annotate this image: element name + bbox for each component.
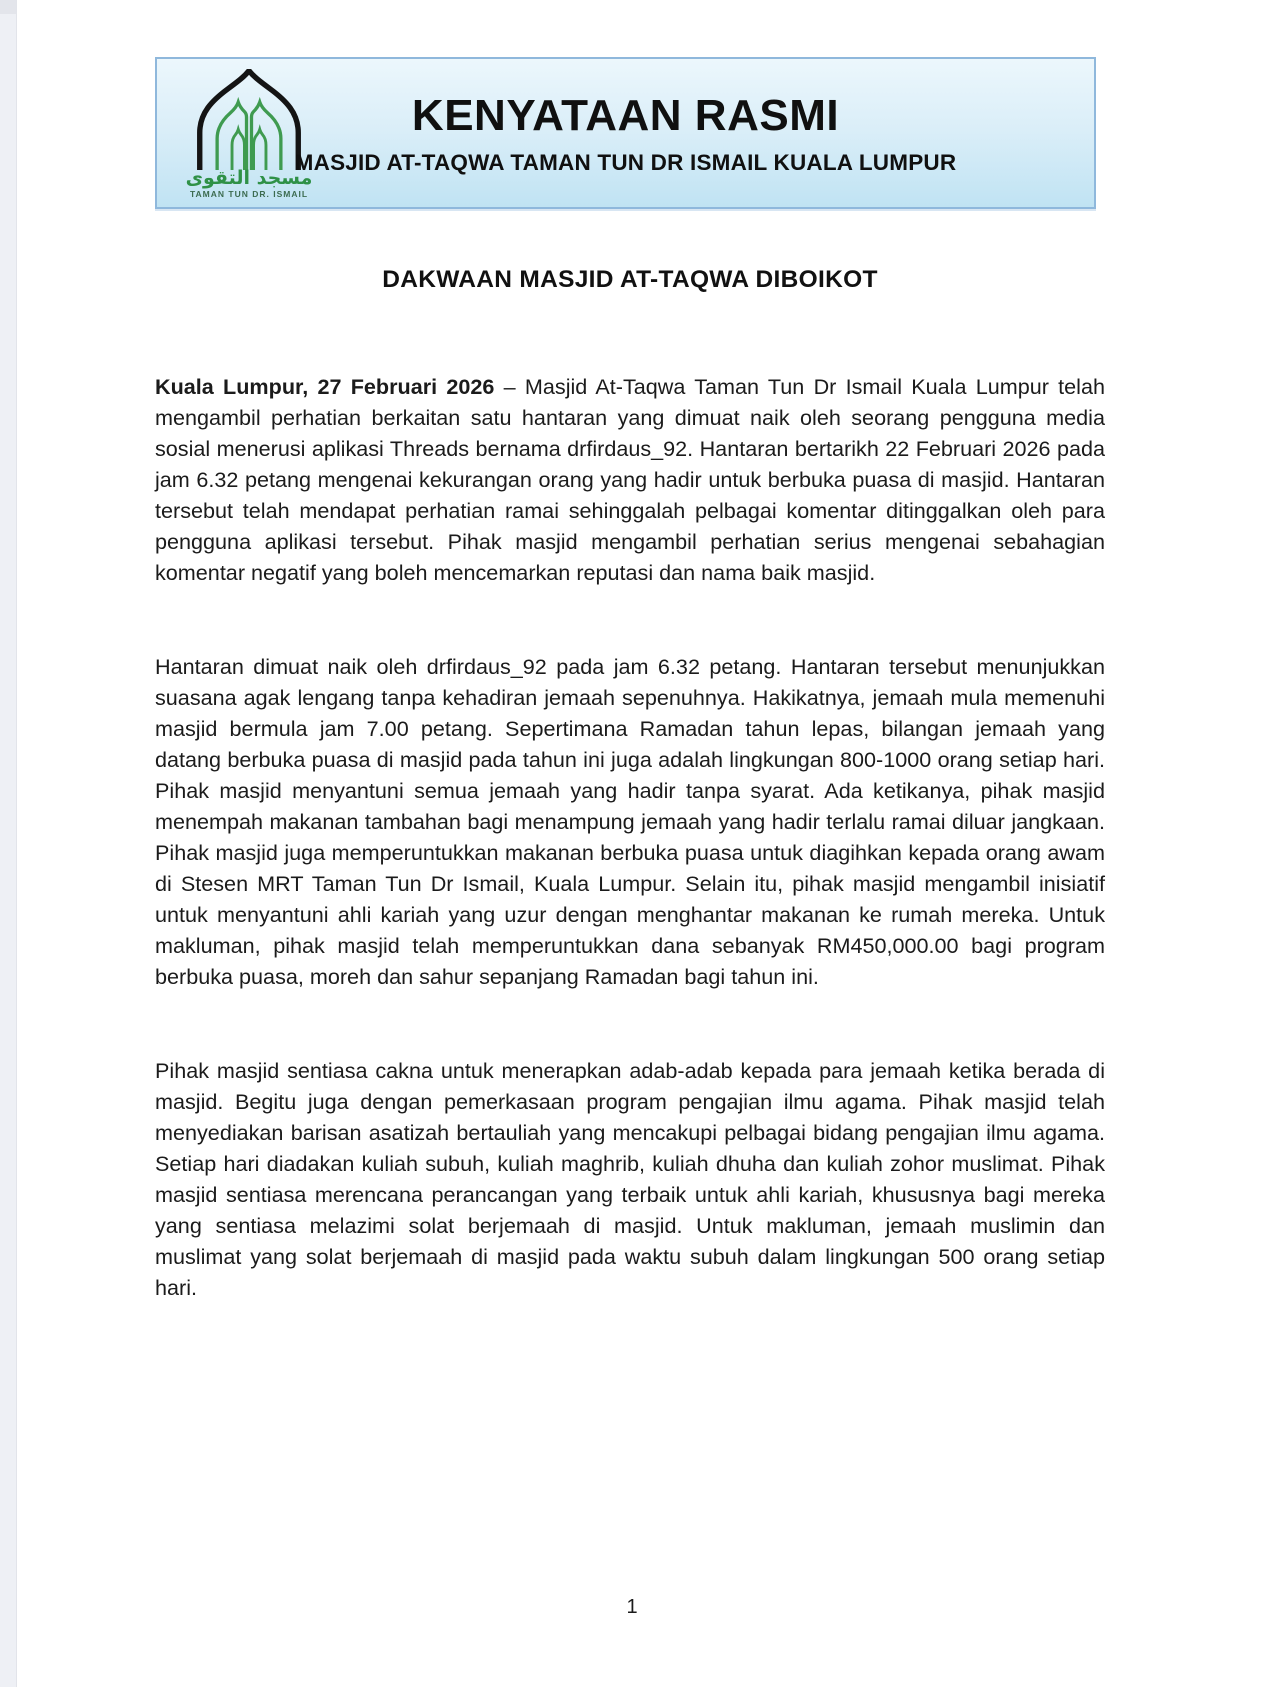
app-background-strip xyxy=(0,0,17,1687)
document-title: DAKWAAN MASJID AT-TAQWA DIBOIKOT xyxy=(382,266,878,293)
letterhead-subtitle: MASJID AT-TAQWA TAMAN TUN DR ISMAIL KUALA LUMPUR xyxy=(294,150,957,175)
document-body xyxy=(155,371,1105,1303)
app-background-strip-cap xyxy=(0,0,16,14)
page-number: 1 xyxy=(626,1596,638,1618)
paragraph-2 xyxy=(155,651,1105,992)
paragraph-2-text: Hantaran dimuat naik oleh drfirdaus_92 pada jam 6.32 petang. Hantaran tersebut menunjukkan suasana agak lengang tanpa kehadiran jemaah sepenuhnya. Hakikatnya, jemaah mula memenuhi masjid bermula jam 7.00 petang. Sepertimana Ramadan tahun lepas, bilangan jemaah yang datang berbuka puasa di masjid pada tahun ini juga adalah lingkungan 800-1000 orang setiap hari. Pihak masjid menyantuni semua jemaah yang hadir tanpa syarat. Ada ketikanya, pihak masjid menempah makanan tambahan bagi menampung jemaah yang hadir terlalu ramai diluar jangkaan. Pihak masjid juga memperuntukkan makanan berbuka puasa untuk diagihkan kepada orang awam di Stesen MRT Taman Tun Dr Ismail, Kuala Lumpur. Selain itu, pihak masjid mengambil inisiatif untuk menyantuni ahli kariah yang uzur dengan menghantar makanan ke rumah mereka. Untuk makluman, pihak masjid telah memperuntukkan dana sebanyak RM450,000.00 bagi program berbuka puasa, moreh dan sahur sepanjang Ramadan bagi tahun ini. xyxy=(155,654,1105,989)
paragraph-3 xyxy=(155,1055,1105,1303)
paragraph-1-text: – Masjid At-Taqwa Taman Tun Dr Ismail Kuala Lumpur telah mengambil perhatian berkaitan satu hantaran yang dimuat naik oleh seorang pengguna media sosial menerusi aplikasi Threads bernama drfirdaus_92. Hantaran bertarikh 22 Februari 2026 pada jam 6.32 petang mengenai kekurangan orang yang hadir untuk berbuka puasa di masjid. Hantaran tersebut telah mendapat perhatian ramai sehinggalah pelbagai komentar ditinggalkan oleh para pengguna aplikasi tersebut. Pihak masjid mengambil perhatian serius mengenai sebahagian komentar negatif yang boleh mencemarkan reputasi dan nama baik masjid. xyxy=(155,374,1105,585)
paragraph-1-dateline: Kuala Lumpur, 27 Februari 2026 xyxy=(155,374,495,399)
logo-caption: TAMAN TUN DR. ISMAIL xyxy=(189,189,309,199)
paragraph-1 xyxy=(155,371,1105,588)
logo-arabic-text: مسجد التقوى xyxy=(185,167,313,189)
letterhead xyxy=(155,57,1096,209)
paragraph-3-text: Pihak masjid sentiasa cakna untuk menerapkan adab-adab kepada para jemaah ketika berada di masjid. Begitu juga dengan pemerkasaan program pengajian ilmu agama. Pihak masjid telah menyediakan barisan asatizah bertauliah yang mencakupi pelbagai bidang pengajian ilmu agama. Setiap hari diadakan kuliah subuh, kuliah maghrib, kuliah dhuha dan kuliah zohor muslimat. Pihak masjid sentiasa merencana perancangan yang terbaik untuk ahli kariah, khususnya bagi mereka yang sentiasa melazimi solat berjemaah di masjid. Untuk makluman, jemaah muslimin dan muslimat yang solat berjemaah di masjid pada waktu subuh dalam lingkungan 500 orang setiap hari. xyxy=(155,1058,1105,1300)
letterhead-title: KENYATAAN RASMI xyxy=(411,91,840,140)
